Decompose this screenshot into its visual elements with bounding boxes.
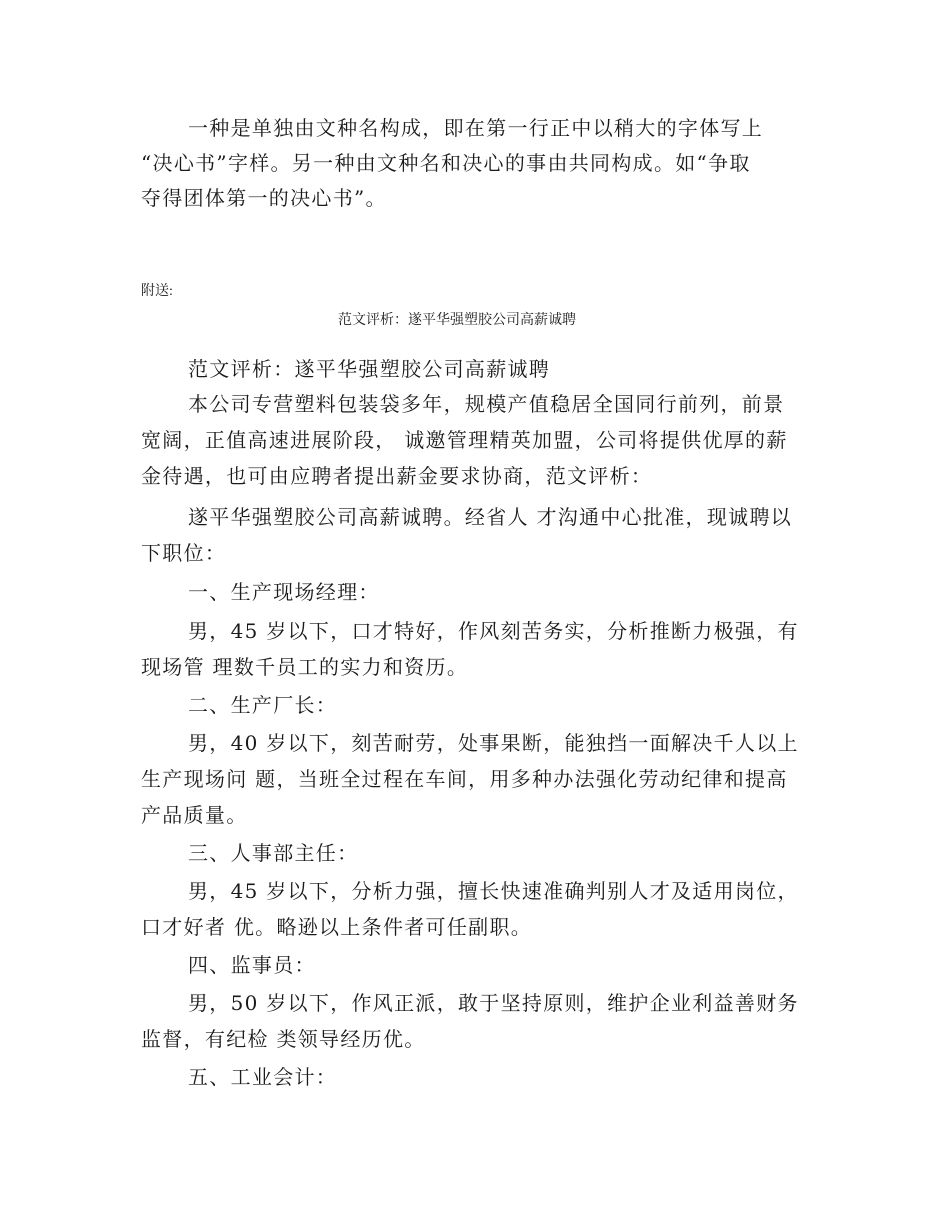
section-heading: 一、生产现场经理： <box>188 580 380 604</box>
body-line: 男，45 岁以下，分析力强，擅长快速准确判别人才及适用岗位， <box>188 879 799 903</box>
body-line: 男，50 岁以下，作风正派，敢于坚持原则，维护企业利益善财务 <box>188 991 799 1015</box>
body-line: 现场管 理数千员工的实力和资历。 <box>141 655 469 679</box>
intro-line: 一种是单独由文种名构成，即在第一行正中以稍大的字体写上 <box>188 116 764 140</box>
body-line: 遂平华强塑胶公司高薪诚聘。经省人 才沟通中心批准，现诚聘以 <box>188 505 793 529</box>
body-line: 范文评析：遂平华强塑胶公司高薪诚聘 <box>188 357 551 381</box>
body-line: 金待遇，也可由应聘者提出薪金要求协商，范文评析： <box>141 464 653 488</box>
intro-line: 夺得团体第一的决心书”。 <box>141 186 387 210</box>
intro-line: “决心书”字样。另一种由文种名和决心的事由共同构成。如“争取 <box>141 151 751 175</box>
appendix-label: 附送: <box>141 284 173 299</box>
article-title: 范文评析：遂平华强塑胶公司高薪诚聘 <box>338 313 576 328</box>
section-heading: 五、工业会计： <box>188 1065 338 1089</box>
body-line: 下职位： <box>141 541 227 565</box>
body-line: 产品质量。 <box>141 803 248 827</box>
section-heading: 三、人事部主任： <box>188 841 359 865</box>
body-line: 口才好者 优。略逊以上条件者可任副职。 <box>141 915 533 939</box>
body-line: 男，40 岁以下，刻苦耐劳，处事果断，能独挡一面解决千人以上 <box>188 731 799 755</box>
body-line: 宽阔，正值高速进展阶段， 诚邀管理精英加盟，公司将提供优厚的薪 <box>141 428 788 452</box>
section-heading: 四、监事员： <box>188 953 316 977</box>
body-line: 监督，有纪检 类领导经历优。 <box>141 1027 426 1051</box>
section-heading: 二、生产厂长： <box>188 693 338 717</box>
body-line: 生产现场问 题，当班全过程在车间，用多种办法强化劳动纪律和提高 <box>141 767 788 791</box>
body-line: 本公司专营塑料包装袋多年，规模产值稳居全国同行前列，前景 <box>188 392 785 416</box>
body-line: 男，45 岁以下，口才特好，作风刻苦务实，分析推断力极强，有 <box>188 619 799 643</box>
